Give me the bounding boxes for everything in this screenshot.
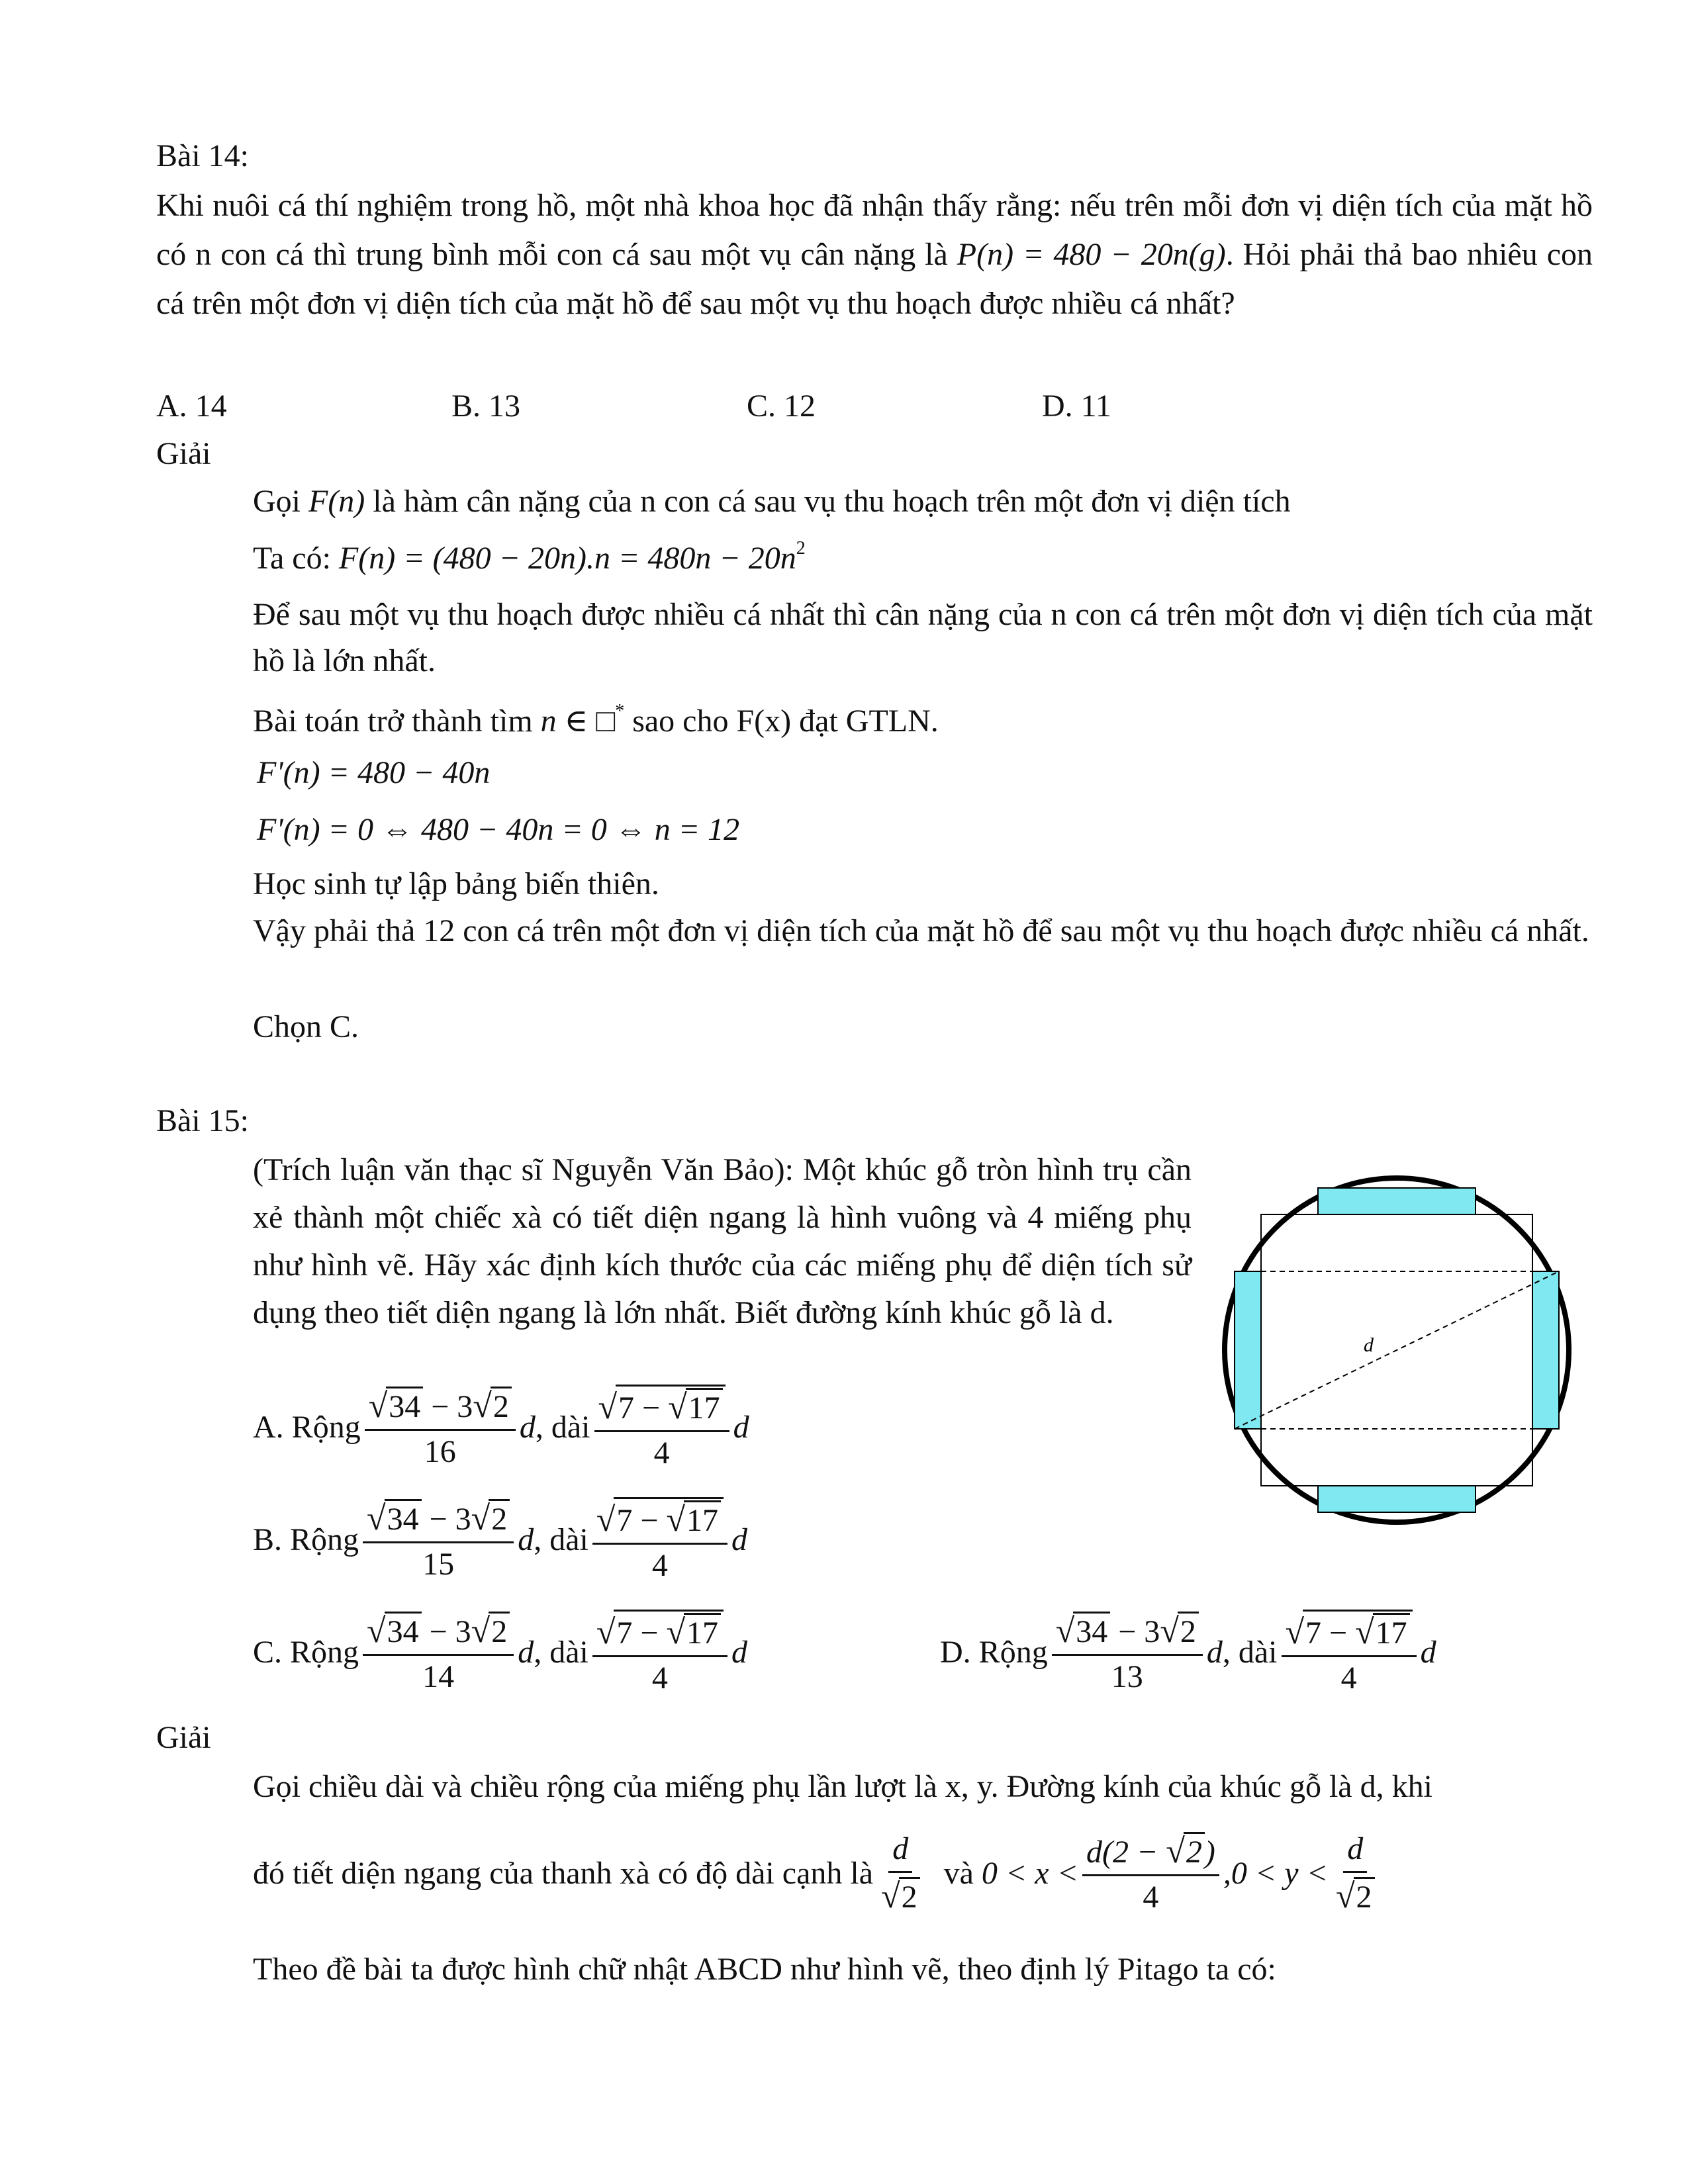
problem-14-title: Bài 14: (156, 138, 249, 173)
step-1-text: là hàm cân nặng của n con cá sau vụ thu hoạch trên một đơn vị diện tích (373, 484, 1291, 519)
solution-15-step-3: Theo đề bài ta được hình chữ nhật ABCD như hình vẽ, theo định lý Pitago ta có: (253, 1952, 1276, 1987)
d-var: d (518, 1522, 534, 1558)
problem-15-text: (Trích luận văn thạc sĩ Nguyễn Văn Bảo): Một khúc gỗ tròn hình trụ cần xẻ thành một chiếc xà có tiết diện ngang là hình vuông và 4 miếng phụ như hình vẽ. Hãy xác định kích thước của các miếng phụ để diện tích sử dụng theo tiết diện ngang là lớn nhất. Biết đường kính khúc gỗ là d. (253, 1152, 1192, 1330)
step-1-lead: Gọi (253, 484, 301, 519)
rad-17: 17 (684, 1613, 721, 1651)
d-var: d (731, 1522, 748, 1558)
minus-3: − 3 (421, 1501, 471, 1537)
choice-b[interactable]: B. 13 (451, 388, 521, 424)
width-denominator: 14 (422, 1659, 455, 1694)
step-4-lead: Bài toán trở thành tìm (253, 704, 533, 739)
seven-minus: 7 − (616, 1503, 667, 1538)
solution-14-step-7: Học sinh tự lập bảng biến thiên. (253, 866, 659, 901)
rad-17: 17 (684, 1500, 721, 1539)
function-f-of-n: F(n) (308, 484, 365, 519)
length-fraction: $\frac{√7 - √17}{4}$ (592, 1610, 727, 1696)
length-label: , dài (534, 1635, 588, 1670)
star: * (615, 701, 625, 721)
bottom-side-piece (1318, 1486, 1476, 1512)
rad-17: 17 (1373, 1613, 1410, 1651)
step-2-text: đó tiết diện ngang của thanh xà có độ dài cạnh là (253, 1855, 874, 1891)
y-inequality: ,0 < y < (1223, 1855, 1328, 1891)
x-inequality: 0 < x < (981, 1855, 1078, 1891)
width-fraction: $\frac{√34 - 3√2}{16}$ (365, 1387, 516, 1470)
option-c[interactable] (253, 1610, 747, 1696)
left-side-piece (1235, 1271, 1261, 1429)
x-bound-denominator: 4 (1143, 1880, 1159, 1915)
x-bound-fraction: $\frac{d(2 - √2)}{4}$ (1082, 1832, 1219, 1915)
problem-14-question: . Hỏi phải thả bao nhiêu con cá trên một đơn vị diện tích của mặt hồ để sau một vụ thu hoạch được nhiều cá nhất? (156, 237, 1593, 321)
length-denominator: 4 (651, 1661, 668, 1696)
width-denominator: 13 (1111, 1659, 1143, 1694)
option-b[interactable] (253, 1497, 747, 1584)
rad-2: 2 (1178, 1612, 1199, 1650)
d-var: d (731, 1635, 748, 1670)
weight-formula: P(n) = 480 − 20n(g) (957, 237, 1226, 272)
d-var: d (1420, 1635, 1436, 1670)
solution-14-label: Giải (156, 436, 211, 471)
derivative-formula: F'(n) = 480 − 40n (257, 755, 491, 790)
minus-3: − 3 (423, 1388, 473, 1424)
minus-3: − 3 (421, 1614, 471, 1649)
length-denominator: 4 (1340, 1661, 1357, 1696)
derivative-zero: F'(n) = 0 ⇔ 480 − 40n = 0 ⇔ n = 12 (257, 812, 740, 847)
option-letter: B. (253, 1522, 283, 1558)
choice-d[interactable]: D. 11 (1042, 388, 1111, 424)
rad-2: 2 (1184, 1832, 1205, 1870)
width-fraction: $\frac{√34 - 3√2}{14}$ (363, 1612, 514, 1695)
width-label: Rộng (290, 1635, 359, 1670)
width-label: Rộng (290, 1522, 359, 1558)
solution-14-step-4 (253, 698, 939, 745)
width-denominator: 16 (424, 1433, 456, 1469)
length-denominator: 4 (653, 1435, 670, 1471)
solution-14-step-1 (253, 478, 1291, 525)
width-label: Rộng (978, 1635, 1048, 1670)
d-var: d (888, 1832, 912, 1873)
rad-2: 2 (489, 1612, 510, 1650)
f-of-n-formula: F(n) = (480 − 20n).n = 480n − 20n (338, 541, 796, 576)
right-side-piece (1532, 1271, 1559, 1429)
diagram-label-d: d (1364, 1334, 1374, 1356)
problem-14-statement: Khi nuôi cá thí nghiệm trong hồ, một nhà khoa học đã nhận thấy rằng: nếu trên mỗi đơn vị diện tích của mặt hồ có n con cá thì trung bình mỗi con cá sau một vụ cân nặng là (156, 188, 1593, 272)
d-var: d (733, 1410, 749, 1445)
problem-15-title: Bài 15: (156, 1103, 249, 1138)
option-d[interactable] (940, 1610, 1436, 1696)
width-label: Rộng (291, 1410, 361, 1445)
problem-14-text (156, 181, 1593, 328)
step-2-lead: Ta có: (253, 541, 331, 576)
rad-34: 34 (1073, 1612, 1110, 1650)
length-fraction: $\frac{√7 - √17}{4}$ (594, 1385, 729, 1471)
length-label: , dài (535, 1410, 590, 1445)
solution-15-label: Giải (156, 1720, 211, 1755)
rad-17: 17 (686, 1388, 723, 1426)
length-fraction: $\frac{√7 - √17}{4}$ (592, 1497, 727, 1584)
d-var: d (1343, 1832, 1367, 1873)
rad-2: 2 (491, 1387, 512, 1425)
solution-15-step-1: Gọi chiều dài và chiều rộng của miếng phụ lần lượt là x, y. Đường kính của khúc gỗ là d, khi (253, 1769, 1432, 1804)
minus-3: − 3 (1110, 1614, 1160, 1649)
y-bound-fraction: $\frac{d}{√2}$ (1332, 1832, 1379, 1915)
rad-34: 34 (385, 1612, 422, 1650)
length-fraction: $\frac{√7 - √17}{4}$ (1282, 1610, 1417, 1696)
top-side-piece (1318, 1188, 1476, 1214)
log-cross-section-diagram (1211, 1165, 1582, 1535)
side-fraction: $\frac{d}{√2}$ (877, 1832, 924, 1915)
rad-2: 2 (489, 1499, 510, 1537)
seven-minus: 7 − (1305, 1615, 1356, 1651)
and-word: và (943, 1855, 974, 1891)
option-a[interactable] (253, 1385, 749, 1471)
rad-34: 34 (385, 1499, 422, 1537)
option-letter: D. (940, 1635, 971, 1670)
length-denominator: 4 (651, 1548, 668, 1584)
seven-minus: 7 − (616, 1615, 667, 1651)
choice-a[interactable]: A. 14 (156, 388, 227, 424)
step-4-text: sao cho F(x) đạt GTLN. (632, 704, 939, 739)
solution-14-answer: Chọn C. (253, 1009, 359, 1044)
d-2-minus: d(2 − (1086, 1835, 1166, 1870)
rad-2: 2 (1354, 1877, 1375, 1915)
rad-34: 34 (386, 1387, 423, 1425)
natural-set: n ∈ □ (540, 704, 616, 739)
solution-14-step-2 (253, 535, 806, 582)
close-paren: ) (1204, 1835, 1215, 1870)
width-denominator: 15 (422, 1546, 455, 1582)
width-fraction: $\frac{√34 - 3√2}{13}$ (1052, 1612, 1203, 1695)
choice-c[interactable]: C. 12 (747, 388, 816, 424)
rad-2: 2 (899, 1877, 920, 1915)
d-var: d (518, 1635, 534, 1670)
d-var: d (1206, 1635, 1223, 1670)
length-label: , dài (1222, 1635, 1278, 1670)
solution-15-step-2 (253, 1832, 1383, 1915)
exponent: 2 (796, 538, 806, 559)
solution-14-conclusion: Vậy phải thả 12 con cá trên một đơn vị diện tích của mặt hồ để sau một vụ thu hoạch được nhiều cá nhất. (253, 913, 1589, 948)
seven-minus: 7 − (618, 1390, 669, 1426)
option-letter: C. (253, 1635, 283, 1670)
d-var: d (519, 1410, 536, 1445)
width-fraction: $\frac{√34 - 3√2}{15}$ (363, 1499, 514, 1582)
length-label: , dài (534, 1522, 588, 1558)
option-letter: A. (253, 1410, 284, 1445)
solution-14-step-3: Để sau một vụ thu hoạch được nhiều cá nhất thì cân nặng của n con cá trên một đơn vị diện tích của mặt hồ là lớn nhất. (253, 597, 1593, 678)
